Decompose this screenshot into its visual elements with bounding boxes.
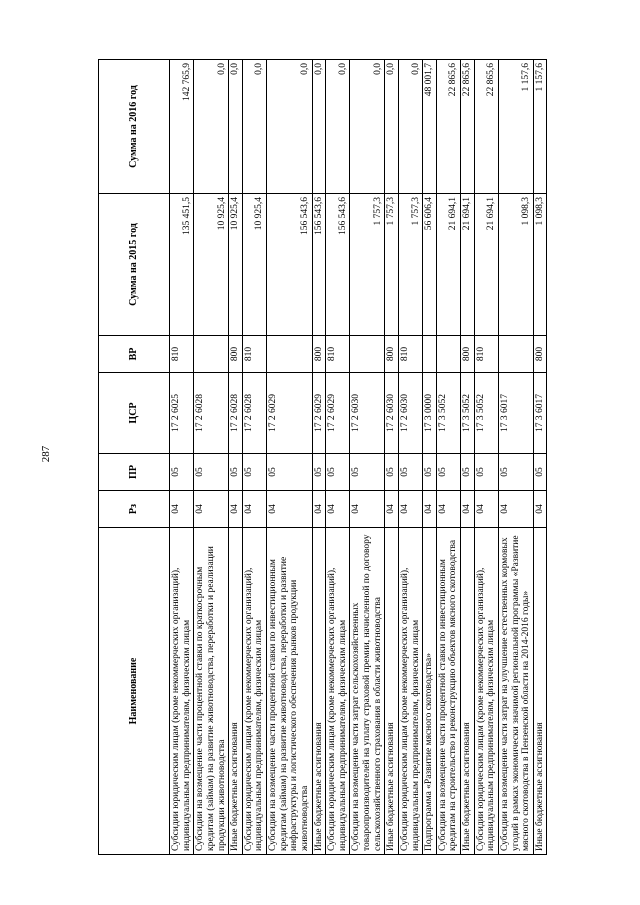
cell-csr: 17 3 5052 [436, 373, 460, 454]
cell-pr: 05 [242, 454, 266, 491]
cell-pr: 05 [267, 454, 313, 491]
table-row [474, 60, 498, 855]
cell-csr: 17 2 6030 [350, 373, 385, 454]
cell-vr [498, 336, 533, 373]
cell-csr: 17 2 6029 [267, 373, 313, 454]
header-sum-2015: Сумма на 2015 год [99, 194, 170, 336]
cell-sum-2016: 142 765,9 [170, 60, 194, 194]
cell-rz: 04 [385, 491, 399, 528]
cell-vr [350, 336, 385, 373]
cell-name: Иные бюджетные ассигнования [533, 528, 547, 855]
cell-csr: 17 2 6029 [326, 373, 350, 454]
header-csr: ЦСР [99, 373, 170, 454]
cell-csr: 17 2 6025 [170, 373, 194, 454]
cell-pr: 05 [229, 454, 243, 491]
cell-sum-2016: 0,0 [267, 60, 313, 194]
cell-sum-2015: 21 694,1 [474, 194, 498, 336]
cell-vr [194, 336, 229, 373]
cell-pr: 05 [423, 454, 437, 491]
cell-csr: 17 2 6030 [385, 373, 399, 454]
cell-rz: 04 [436, 491, 460, 528]
cell-csr: 17 3 5052 [474, 373, 498, 454]
cell-pr: 05 [194, 454, 229, 491]
cell-rz: 04 [533, 491, 547, 528]
cell-vr [436, 336, 460, 373]
cell-name: Субсидии юридическим лицам (кроме некоммерческих организаций), индивидуальным предпринимателям, физическим лицам [398, 528, 422, 855]
cell-sum-2015: 156 543,6 [312, 194, 326, 336]
rotated-table-container [98, 60, 547, 855]
cell-rz: 04 [461, 491, 475, 528]
cell-sum-2016: 0,0 [194, 60, 229, 194]
table-row [326, 60, 350, 855]
cell-sum-2016: 22 865,6 [461, 60, 475, 194]
table-row [350, 60, 385, 855]
cell-pr: 05 [398, 454, 422, 491]
cell-vr: 810 [474, 336, 498, 373]
cell-vr: 810 [398, 336, 422, 373]
cell-pr: 05 [312, 454, 326, 491]
cell-name: Субсидии на возмещение части процентной ставки по краткосрочным кредитам (займам) на развитие животноводства, переработки и реализации продукции животноводства [194, 528, 229, 855]
cell-pr: 05 [350, 454, 385, 491]
cell-rz: 04 [326, 491, 350, 528]
cell-csr: 17 3 5052 [461, 373, 475, 454]
cell-rz: 04 [242, 491, 266, 528]
cell-rz: 04 [170, 491, 194, 528]
cell-sum-2016: 22 865,6 [436, 60, 460, 194]
cell-sum-2015: 156 543,6 [267, 194, 313, 336]
cell-rz: 04 [398, 491, 422, 528]
table-row [498, 60, 533, 855]
cell-vr [267, 336, 313, 373]
cell-sum-2016: 0,0 [229, 60, 243, 194]
cell-sum-2016: 0,0 [312, 60, 326, 194]
table-row [461, 60, 475, 855]
cell-name: Субсидии юридическим лицам (кроме некоммерческих организаций), индивидуальным предпринимателям, физическим лицам [242, 528, 266, 855]
cell-name: Субсидии на возмещение части затрат сельскохозяйственных товаропроизводителей на уплату страховой премии, начисленной по договору сельскохозяйственного страхования в области животноводства [350, 528, 385, 855]
cell-pr: 05 [474, 454, 498, 491]
cell-sum-2016: 1 157,6 [498, 60, 533, 194]
cell-csr: 17 2 6030 [398, 373, 422, 454]
cell-sum-2015: 1 098,3 [498, 194, 533, 336]
cell-rz: 04 [498, 491, 533, 528]
cell-pr: 05 [436, 454, 460, 491]
cell-rz: 04 [474, 491, 498, 528]
table-row [194, 60, 229, 855]
table-row [423, 60, 437, 855]
cell-sum-2015: 156 543,6 [326, 194, 350, 336]
table-row [170, 60, 194, 855]
cell-name: Иные бюджетные ассигнования [461, 528, 475, 855]
table-row [436, 60, 460, 855]
cell-rz: 04 [229, 491, 243, 528]
cell-name: Субсидии юридическим лицам (кроме некоммерческих организаций), индивидуальным предпринимателям, физическим лицам [170, 528, 194, 855]
cell-sum-2015: 135 451,5 [170, 194, 194, 336]
table-row [242, 60, 266, 855]
cell-name: Иные бюджетные ассигнования [312, 528, 326, 855]
cell-sum-2015: 10 925,4 [194, 194, 229, 336]
cell-name: Иные бюджетные ассигнования [385, 528, 399, 855]
cell-vr: 800 [461, 336, 475, 373]
table-row [312, 60, 326, 855]
cell-sum-2015: 10 925,4 [242, 194, 266, 336]
cell-name: Субсидии на возмещение части процентной ставки по инвестиционным кредитам (займам) на развитие животноводства, переработки и развитие инфраструктуры и логистического обеспечения рынков продукции животноводства [267, 528, 313, 855]
cell-pr: 05 [498, 454, 533, 491]
cell-sum-2016: 1 157,6 [533, 60, 547, 194]
cell-vr [423, 336, 437, 373]
cell-sum-2015: 1 757,3 [350, 194, 385, 336]
cell-sum-2015: 21 694,1 [436, 194, 460, 336]
cell-pr: 05 [385, 454, 399, 491]
table-header-row [99, 60, 170, 855]
cell-vr: 810 [242, 336, 266, 373]
cell-csr: 17 3 6017 [498, 373, 533, 454]
header-rz: Рз [99, 491, 170, 528]
cell-name: Подпрограмма «Развитие мясного скотоводства» [423, 528, 437, 855]
table-row [398, 60, 422, 855]
cell-sum-2015: 21 694,1 [461, 194, 475, 336]
cell-vr: 810 [170, 336, 194, 373]
cell-vr: 800 [312, 336, 326, 373]
table-row [385, 60, 399, 855]
cell-pr: 05 [170, 454, 194, 491]
cell-csr: 17 2 6029 [312, 373, 326, 454]
cell-csr: 17 3 6017 [533, 373, 547, 454]
cell-sum-2016: 0,0 [326, 60, 350, 194]
page-number: 287 [40, 445, 52, 463]
cell-sum-2016: 0,0 [242, 60, 266, 194]
table-row [267, 60, 313, 855]
cell-csr: 17 2 6028 [229, 373, 243, 454]
cell-sum-2015: 10 925,4 [229, 194, 243, 336]
cell-vr: 800 [533, 336, 547, 373]
cell-csr: 17 2 6028 [194, 373, 229, 454]
cell-rz: 04 [350, 491, 385, 528]
cell-vr: 800 [385, 336, 399, 373]
cell-sum-2016: 0,0 [398, 60, 422, 194]
cell-name: Субсидии юридическим лицам (кроме некоммерческих организаций), индивидуальным предпринимателям, физическим лицам [474, 528, 498, 855]
cell-pr: 05 [533, 454, 547, 491]
cell-sum-2016: 0,0 [350, 60, 385, 194]
cell-pr: 05 [326, 454, 350, 491]
cell-sum-2016: 0,0 [385, 60, 399, 194]
cell-sum-2015: 56 606,4 [423, 194, 437, 336]
cell-rz: 04 [194, 491, 229, 528]
header-vr: ВР [99, 336, 170, 373]
cell-vr: 800 [229, 336, 243, 373]
cell-name: Субсидии на возмещение части затрат на улучшение естественных кормовых угодий в рамках экономически значимой региональной программы «Развитие мясного скотоводства в Пензенской области на 2014-2016 годы» [498, 528, 533, 855]
cell-csr: 17 3 0000 [423, 373, 437, 454]
cell-name: Иные бюджетные ассигнования [229, 528, 243, 855]
cell-sum-2015: 1 757,3 [385, 194, 399, 336]
cell-rz: 04 [267, 491, 313, 528]
cell-rz: 04 [423, 491, 437, 528]
cell-sum-2016: 48 001,7 [423, 60, 437, 194]
header-pr: ПР [99, 454, 170, 491]
cell-sum-2016: 22 865,6 [474, 60, 498, 194]
cell-pr: 05 [461, 454, 475, 491]
cell-sum-2015: 1 098,3 [533, 194, 547, 336]
cell-csr: 17 2 6028 [242, 373, 266, 454]
header-name: Наименование [99, 528, 170, 855]
budget-table [98, 59, 547, 855]
cell-name: Субсидии на возмещение части процентной ставки по инвестиционным кредитам на строительство и реконструкцию объектов мясного скотоводства [436, 528, 460, 855]
header-sum-2016: Сумма на 2016 год [99, 60, 170, 194]
cell-sum-2015: 1 757,3 [398, 194, 422, 336]
cell-name: Субсидии юридическим лицам (кроме некоммерческих организаций), индивидуальным предпринимателям, физическим лицам [326, 528, 350, 855]
cell-vr: 810 [326, 336, 350, 373]
table-row [229, 60, 243, 855]
table-row [533, 60, 547, 855]
cell-rz: 04 [312, 491, 326, 528]
